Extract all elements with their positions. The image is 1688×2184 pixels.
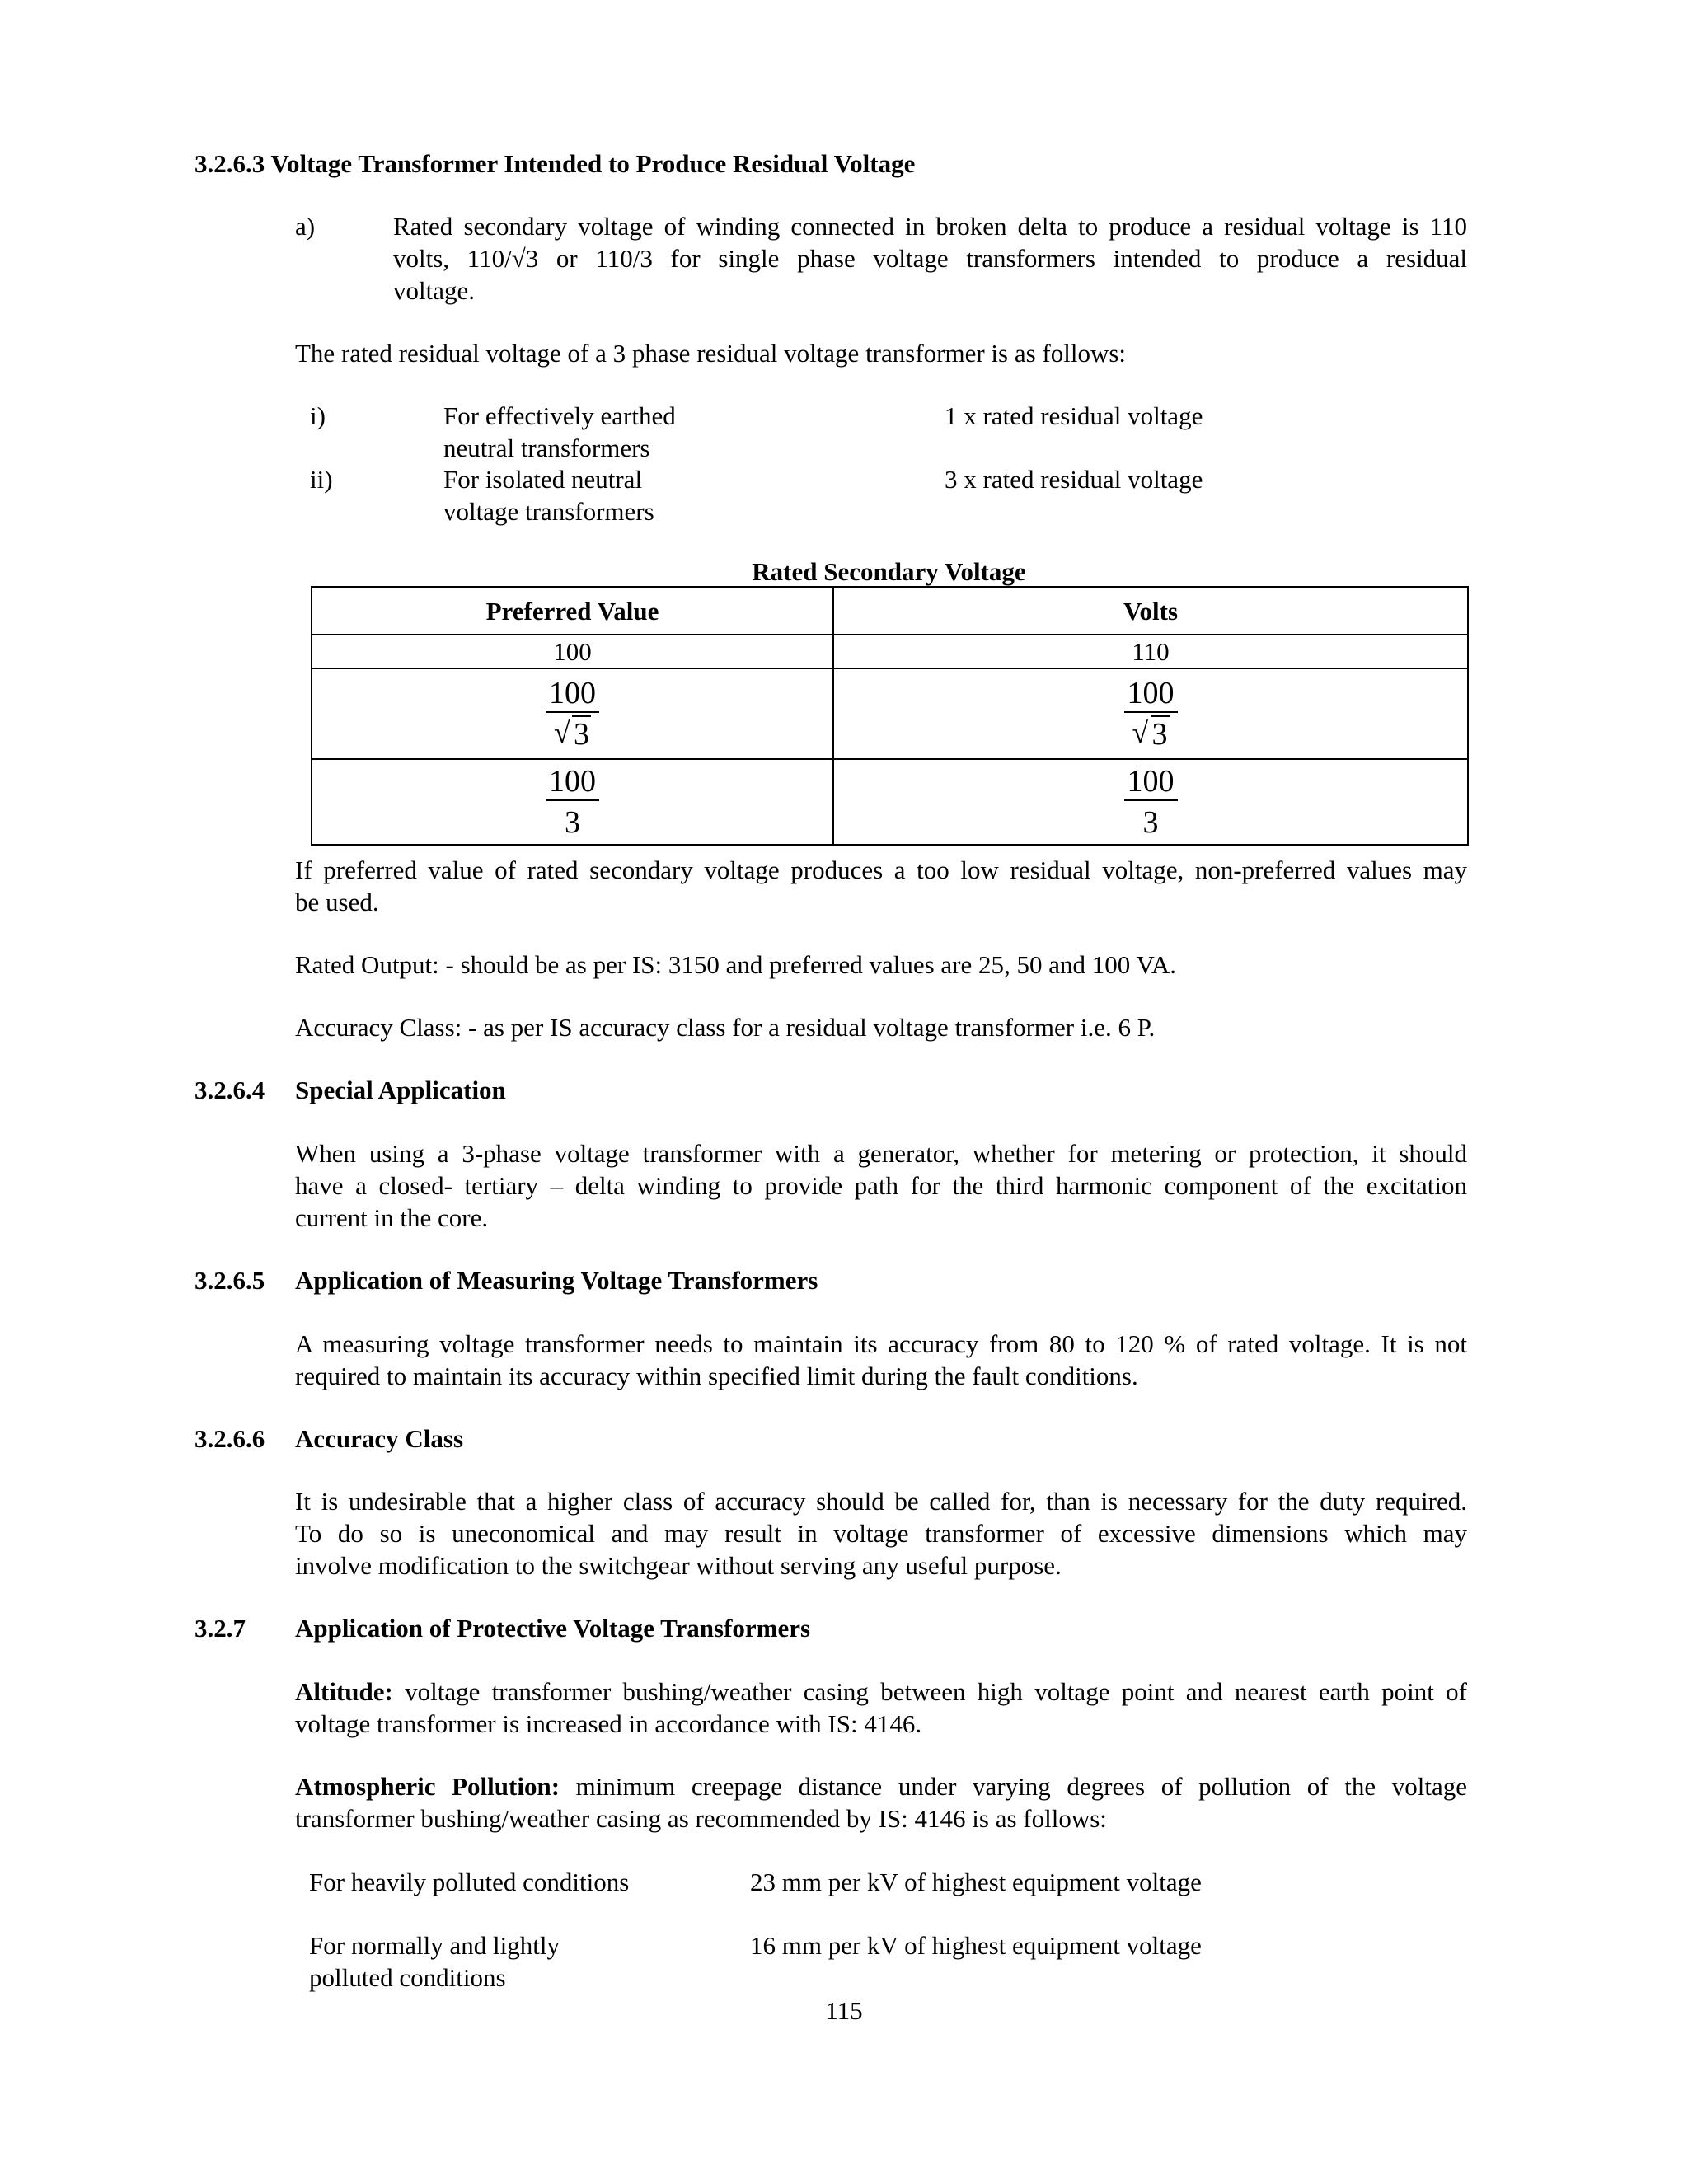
table-cell: [312, 759, 833, 845]
sec-3266-line1: It is undesirable that a higher class of accuracy should be called for, than is necessary for the duty required.: [295, 1487, 1467, 1516]
altitude-line2: voltage transformer is increased in accordance with IS: 4146.: [295, 1709, 922, 1738]
sec-3266-line3: involve modification to the switchgear without serving any useful purpose.: [295, 1551, 1062, 1580]
fraction-100-over-3: [1124, 763, 1178, 841]
table-header: Preferred Value: [312, 587, 833, 635]
table-cell: [833, 759, 1468, 845]
section-number-3265: 3.2.6.5: [195, 1266, 265, 1295]
sqrt-symbol: √ 3: [554, 716, 589, 752]
creepage-condition: For normally and lightly: [309, 1931, 560, 1960]
rated-secondary-voltage-table: [311, 586, 1469, 846]
radicand: 3: [574, 717, 589, 752]
table-row: [312, 668, 1468, 759]
pollution-line1: [295, 1770, 1467, 1802]
nonpreferred-note-line1: If preferred value of rated secondary voltage produces a too low residual voltage, non-preferred values may: [295, 855, 1467, 884]
rated-output-text: Rated Output: - should be as per IS: 3150 and preferred values are 25, 50 and 100 VA.: [295, 950, 1176, 979]
table-caption: Rated Secondary Voltage: [752, 557, 1026, 586]
altitude-text: voltage transformer bushing/weather casing between high voltage point and nearest earth point of: [392, 1677, 1467, 1706]
section-title-3265: Application of Measuring Voltage Transformers: [295, 1266, 818, 1295]
pollution-line2: transformer bushing/weather casing as recommended by IS: 4146 is as follows:: [295, 1804, 1107, 1833]
residual-item-desc: For effectively earthed: [443, 401, 676, 430]
residual-item-label: i): [310, 401, 326, 430]
nonpreferred-note-line2: be used.: [295, 888, 379, 916]
sqrt-symbol: √ 3: [1132, 716, 1168, 752]
item-a-line1: Rated secondary voltage of winding connected in broken delta to produce a residual voltage is 110: [393, 212, 1467, 241]
fraction-numerator: 100: [546, 675, 599, 713]
fraction-numerator: 100: [1124, 763, 1178, 801]
section-title-327: Application of Protective Voltage Transformers: [295, 1614, 811, 1643]
creepage-value: 23 mm per kV of highest equipment voltage: [750, 1868, 1202, 1896]
pollution-text: minimum creepage distance under varying degrees of pollution of the voltage: [560, 1772, 1467, 1801]
sec-3266-line2: To do so is uneconomical and may result in voltage transformer of excessive dimensions which may: [295, 1519, 1467, 1548]
rated-residual-intro: The rated residual voltage of a 3 phase residual voltage transformer is as follows:: [295, 339, 1127, 368]
sec-3264-line3: current in the core.: [295, 1203, 489, 1232]
table-cell: 110: [833, 635, 1468, 668]
fraction-100-over-3: [546, 763, 599, 841]
residual-item-desc: neutral transformers: [443, 434, 650, 462]
table-row: [312, 635, 1468, 668]
creepage-condition: For heavily polluted conditions: [309, 1868, 630, 1896]
table-cell: [833, 668, 1468, 759]
sec-3264-line2: have a closed- tertiary – delta winding to provide path for the third harmonic component of the excitation: [295, 1171, 1467, 1200]
creepage-condition: polluted conditions: [309, 1963, 506, 1992]
fraction-denominator: 3: [1142, 805, 1159, 840]
accuracy-class-text: Accuracy Class: - as per IS accuracy class for a residual voltage transformer i.e. 6 P.: [295, 1013, 1156, 1042]
altitude-label: Altitude:: [295, 1677, 393, 1706]
creepage-value: 16 mm per kV of highest equipment voltage: [750, 1931, 1202, 1960]
section-number-3266: 3.2.6.6: [195, 1424, 265, 1453]
section-number-327: 3.2.7: [195, 1614, 246, 1643]
sec-3264-line1: When using a 3-phase voltage transformer with a generator, whether for metering or protection, it should: [295, 1139, 1467, 1168]
pollution-label: Atmospheric Pollution:: [295, 1772, 560, 1801]
sec-3265-line1: A measuring voltage transformer needs to maintain its accuracy from 80 to 120 % of rated voltage. It is not: [295, 1329, 1467, 1358]
sec-3265-line2: required to maintain its accuracy within specified limit during the fault conditions.: [295, 1361, 1138, 1390]
item-a-line3: voltage.: [393, 276, 475, 305]
table-cell: 100: [312, 635, 833, 668]
table-header-row: [312, 587, 1468, 635]
fraction-numerator: 100: [1124, 675, 1178, 713]
residual-item-label: ii): [310, 465, 333, 494]
residual-item-value: 3 x rated residual voltage: [945, 465, 1203, 494]
residual-item-value: 1 x rated residual voltage: [945, 401, 1203, 430]
residual-item-desc: voltage transformers: [443, 497, 654, 526]
table-cell: [312, 668, 833, 759]
table-row: [312, 759, 1468, 845]
item-a-line2: volts, 110/√3 or 110/3 for single phase voltage transformers intended to produce a residual: [393, 244, 1467, 273]
residual-item-desc: For isolated neutral: [443, 465, 643, 494]
fraction-100-over-root3: [1124, 675, 1178, 752]
item-a-label: a): [295, 212, 316, 241]
radicand: 3: [1151, 717, 1168, 752]
table-header: Volts: [833, 587, 1468, 635]
altitude-line1: [295, 1675, 1467, 1708]
section-title-3264: Special Application: [295, 1076, 506, 1104]
fraction-numerator: 100: [546, 763, 599, 801]
section-heading-3263: 3.2.6.3 Voltage Transformer Intended to Produce Residual Voltage: [195, 149, 916, 178]
fraction-denominator: 3: [565, 805, 580, 840]
section-number-3264: 3.2.6.4: [195, 1076, 265, 1104]
section-title-3266: Accuracy Class: [295, 1424, 464, 1453]
fraction-100-over-root3: [546, 675, 599, 752]
page-number: 115: [825, 1996, 863, 2025]
